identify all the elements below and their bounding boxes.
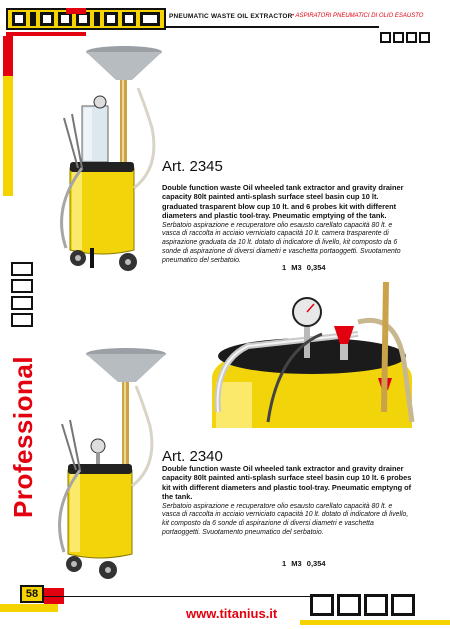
left-red-bar (3, 36, 13, 76)
header-boxes (380, 32, 430, 43)
deco-square (11, 262, 33, 276)
deco-box (337, 594, 361, 616)
product-2340-article: Art. 2340 (162, 448, 223, 465)
left-square-stack (11, 262, 33, 327)
product-2340-image (46, 346, 166, 584)
website-link[interactable]: www.titanius.it (186, 606, 278, 621)
deco-box (380, 32, 391, 43)
product-2345-desc-it: Serbatoio aspirazione e recuperatore olio esausto carellato capacità 80 lt. e vasca di raccolta in acciaio verniciato capacità 10 lt. camera trasparente di aspirazione graduata da 10 lt. dotato di indicatore di livello, kit composto da 6 sonde di aspirazione di diversi diametri e vaschetta portaoggetti. Svuotamento pneumatico del serbatoio. (162, 221, 401, 264)
product-2340-desc-it: Serbatoio aspirazione e recuperatore olio esausto carellato capacità 80 lt. e vasca di raccolta in acciaio verniciato capacità 10 lt. dotato di indicatore di livello, kit composto da 6 sonde di aspirazione di diversi diametri e vaschetta portaoggetti. Svuotamento pneumatico del serbatoio. (162, 502, 409, 537)
header-subtitle: • ASPIRATORI PNEUMATICI DI OLIO ESAUSTO (292, 13, 424, 19)
header-rule (166, 26, 379, 28)
deco-box (364, 594, 388, 616)
tank-detail-photo (208, 282, 416, 428)
deco-box (406, 32, 417, 43)
footer-yellow-strip (0, 604, 58, 612)
product-2340-packaging (282, 559, 326, 568)
deco-box (419, 32, 430, 43)
deco-square (11, 296, 33, 310)
footer-boxes (310, 594, 415, 616)
product-2345-packaging (282, 263, 326, 272)
product-2345-qty: 1 (282, 263, 287, 272)
deco-box (310, 594, 334, 616)
professional-text: Professional (8, 355, 38, 518)
deco-square (11, 313, 33, 327)
product-2340-unit: M3 (291, 559, 302, 568)
product-2345-description (162, 183, 410, 266)
product-2345-unit: M3 (291, 263, 302, 272)
product-2340-desc-en: Double function waste Oil wheeled tank extractor and gravity drainer capacity 80lt painted anti-splash surface steel basin cup 10 lt. 6 probes kit with different diameters and plastic tool-tray. Pneumatic emptyng of the tank. (162, 464, 412, 502)
product-2345-volume: 0,354 (306, 263, 326, 272)
product-2345-desc-en: Double function waste Oil wheeled tank extractor and gravity drainer capacity 80lt painted anti-splash surface steel basin cup 10 lt. graduated trasparent blow cup 10 lt. and 6 probes kit with different diameters and plastic tool-tray. Pneumatic emptying of the tank. (162, 183, 404, 221)
product-2340-description (162, 464, 412, 538)
product-2345-article: Art. 2345 (162, 158, 223, 175)
product-2345-image (42, 18, 162, 276)
footer-yellow-bar (300, 620, 450, 625)
product-2340-volume: 0,354 (306, 559, 326, 568)
deco-square (11, 279, 33, 293)
professional-label (2, 355, 42, 520)
deco-box (391, 594, 415, 616)
header-title: PNEUMATIC WASTE OIL EXTRACTOR (169, 13, 293, 20)
footer-rule (44, 596, 312, 597)
product-2340-qty: 1 (282, 559, 287, 568)
deco-box (393, 32, 404, 43)
page-number: 58 (20, 585, 44, 603)
